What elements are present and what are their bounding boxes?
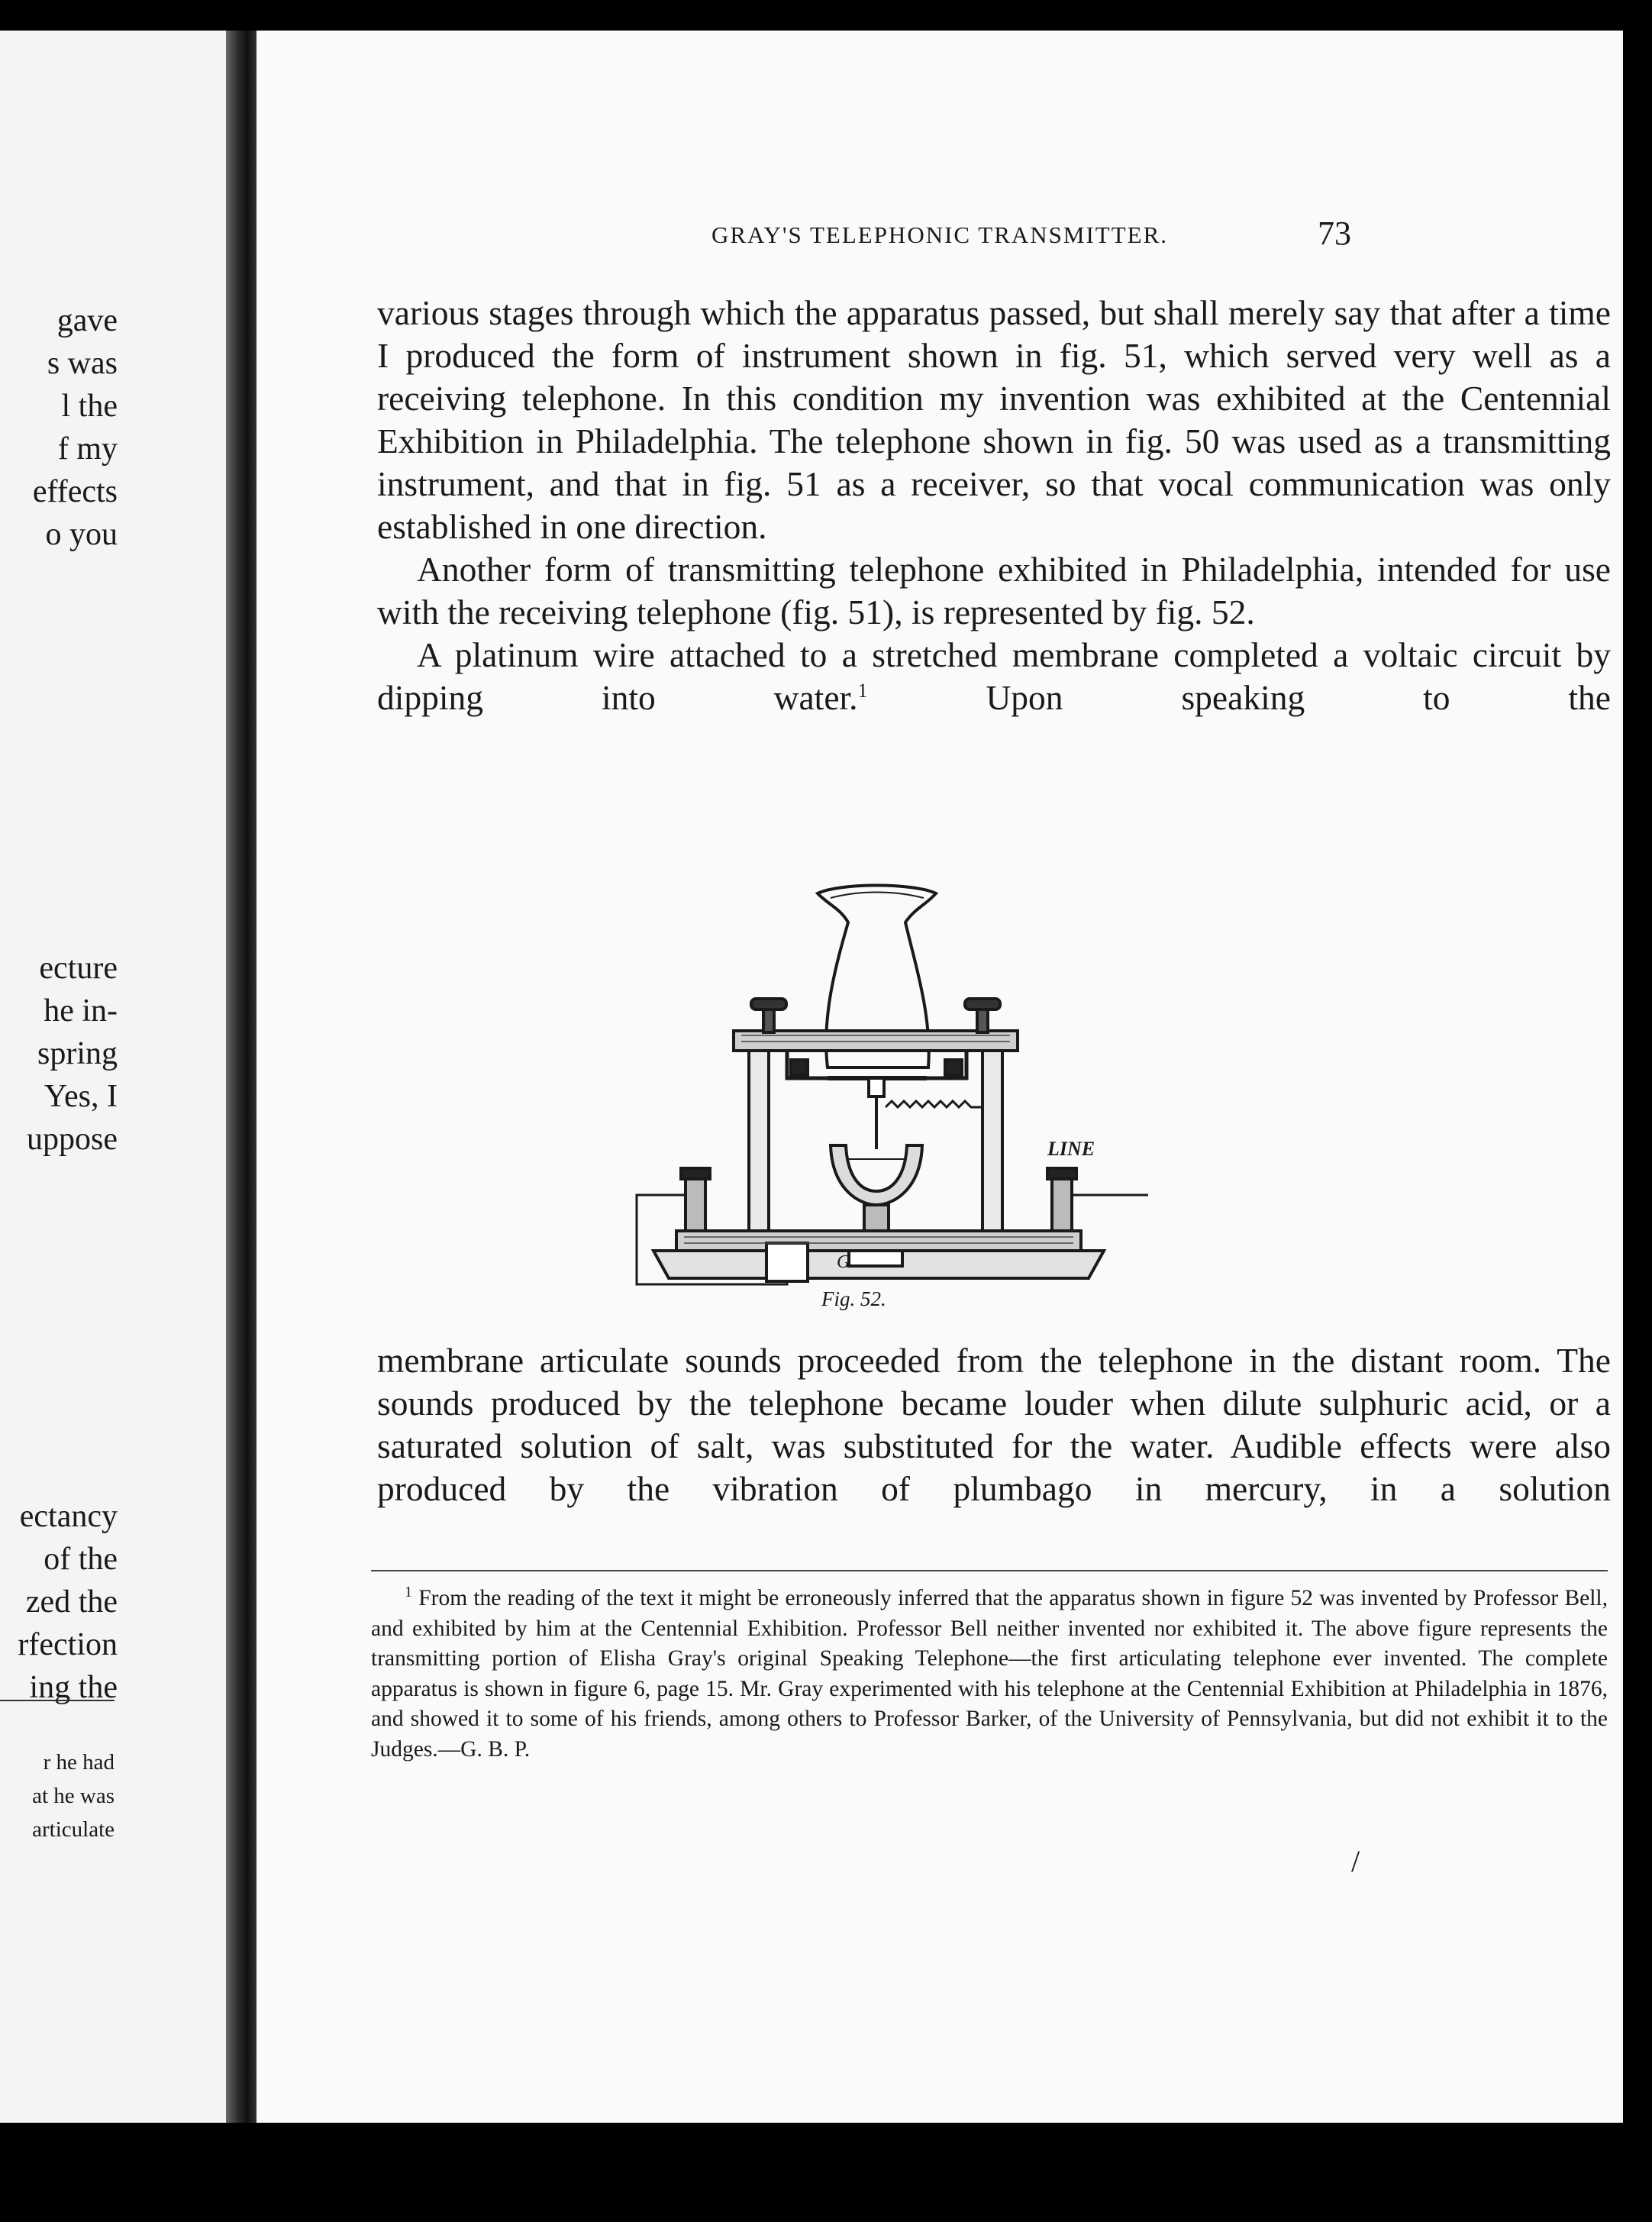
body-text-top xyxy=(377,292,1611,719)
left-page-line: ectancy xyxy=(19,1499,118,1534)
footnote-marker: 1 xyxy=(405,1584,412,1601)
galvanometer xyxy=(766,1243,808,1281)
left-page-line: spring xyxy=(37,1036,118,1071)
base-plate xyxy=(676,1231,1081,1251)
left-page-line: o you xyxy=(45,517,118,552)
frame-post-right xyxy=(982,1051,1002,1240)
page-number: 73 xyxy=(1318,215,1351,252)
binding-post-left xyxy=(686,1176,705,1231)
running-head: GRAY'S TELEPHONIC TRANSMITTER. xyxy=(711,221,1169,248)
water-cup xyxy=(831,1145,922,1205)
paragraph xyxy=(377,634,1611,719)
line-label: LINE xyxy=(1047,1138,1095,1160)
left-page-line: s was xyxy=(47,346,118,381)
left-page-fragment xyxy=(0,31,226,2123)
left-page-footnote-line: at he was xyxy=(32,1784,115,1808)
left-page-line: uppose xyxy=(27,1122,118,1157)
left-page-line: f my xyxy=(57,431,118,467)
left-page-line: of the xyxy=(44,1542,118,1577)
left-page-line: l the xyxy=(61,389,118,424)
left-page-line: rfection xyxy=(18,1627,118,1662)
left-page-footnote-line: r he had xyxy=(43,1750,115,1775)
paragraph: various stages through which the apparatus passed, but shall merely say that after a time I produced the form of instrument shown in fig. 51, which served very well as a receiving telephone. In this condition my invention was exhibited at the Centennial Exhibition in Philadelphia. The telephone shown in fig. 50 was used as a transmitting instrument, and that in fig. 51 as a receiver, so that vocal communication was only established in one direction. xyxy=(377,293,1611,546)
binding-post-right xyxy=(1052,1176,1072,1231)
footnote-paragraph xyxy=(371,1584,1608,1765)
paragraph: Another form of transmitting telephone exhibited in Philadelphia, intended for use with the receiving telephone (fig. 51), is represented by fig. 52. xyxy=(377,550,1611,631)
stray-mark: / xyxy=(1351,1844,1360,1878)
thumb-screw-right xyxy=(965,999,1000,1009)
left-page-line: gave xyxy=(56,303,118,338)
figure-52-illustration xyxy=(631,878,1226,1321)
frame-top xyxy=(734,1031,1018,1051)
left-page-line: ing the xyxy=(29,1670,118,1705)
body-text-bottom xyxy=(377,1339,1611,1510)
thumb-screw-left xyxy=(751,999,786,1009)
scan-border-top xyxy=(0,0,1652,31)
scan-border-right xyxy=(1623,31,1652,2123)
scan-border-bottom xyxy=(0,2123,1652,2222)
footnote-rule xyxy=(371,1570,1608,1571)
left-page-footnote-rule xyxy=(0,1700,115,1701)
frame-post-left xyxy=(749,1051,769,1240)
book-gutter xyxy=(226,31,257,2123)
left-page-line: ecture xyxy=(39,951,118,986)
footnote-reference: 1 xyxy=(857,679,868,702)
left-page-line: Yes, I xyxy=(44,1079,118,1114)
paragraph-text: A platinum wire attached to a stretched membrane completed a voltaic circuit by dipping into water. xyxy=(377,635,1611,717)
right-page xyxy=(257,31,1623,2123)
left-page-line: effects xyxy=(32,474,118,509)
footnote-text: From the reading of the text it might be erroneously inferred that the apparatus shown in figure 52 was invented by Professor Bell, and exhibited by him at the Centennial Exhibition. Professor Bell neither invented nor exhibited it. The above figure represents the transmitting portion of Elisha Gray's original Speaking Telephone—the first articulating telephone ever invented. The complete apparatus is shown in figure 6, page 15. Mr. Gray experimented with his telephone at the Centennial Exhibition at Philadelphia in 1876, and showed it to some of his friends, among others to Professor Barker, of the University of Pennsylvania, but did not exhibit it to the Judges.—G. B. P. xyxy=(371,1586,1608,1762)
figure-caption: Fig. 52. xyxy=(821,1287,886,1310)
left-page-line: zed the xyxy=(25,1584,118,1620)
footnote xyxy=(371,1584,1608,1765)
left-page-footnote-line: articulate xyxy=(32,1817,115,1842)
left-page-line: he in- xyxy=(44,993,118,1029)
galvanometer-label: G xyxy=(837,1252,850,1272)
paragraph: membrane articulate sounds proceeded from the telephone in the distant room. The sounds produced by the telephone became louder when dilute sulphuric acid, or a saturated solution of salt, was substituted for the water. Audible effects were also produced by the vibration of plumbago in mercury, in a solution xyxy=(377,1341,1611,1508)
paragraph-text: Upon speaking to the xyxy=(867,678,1611,717)
